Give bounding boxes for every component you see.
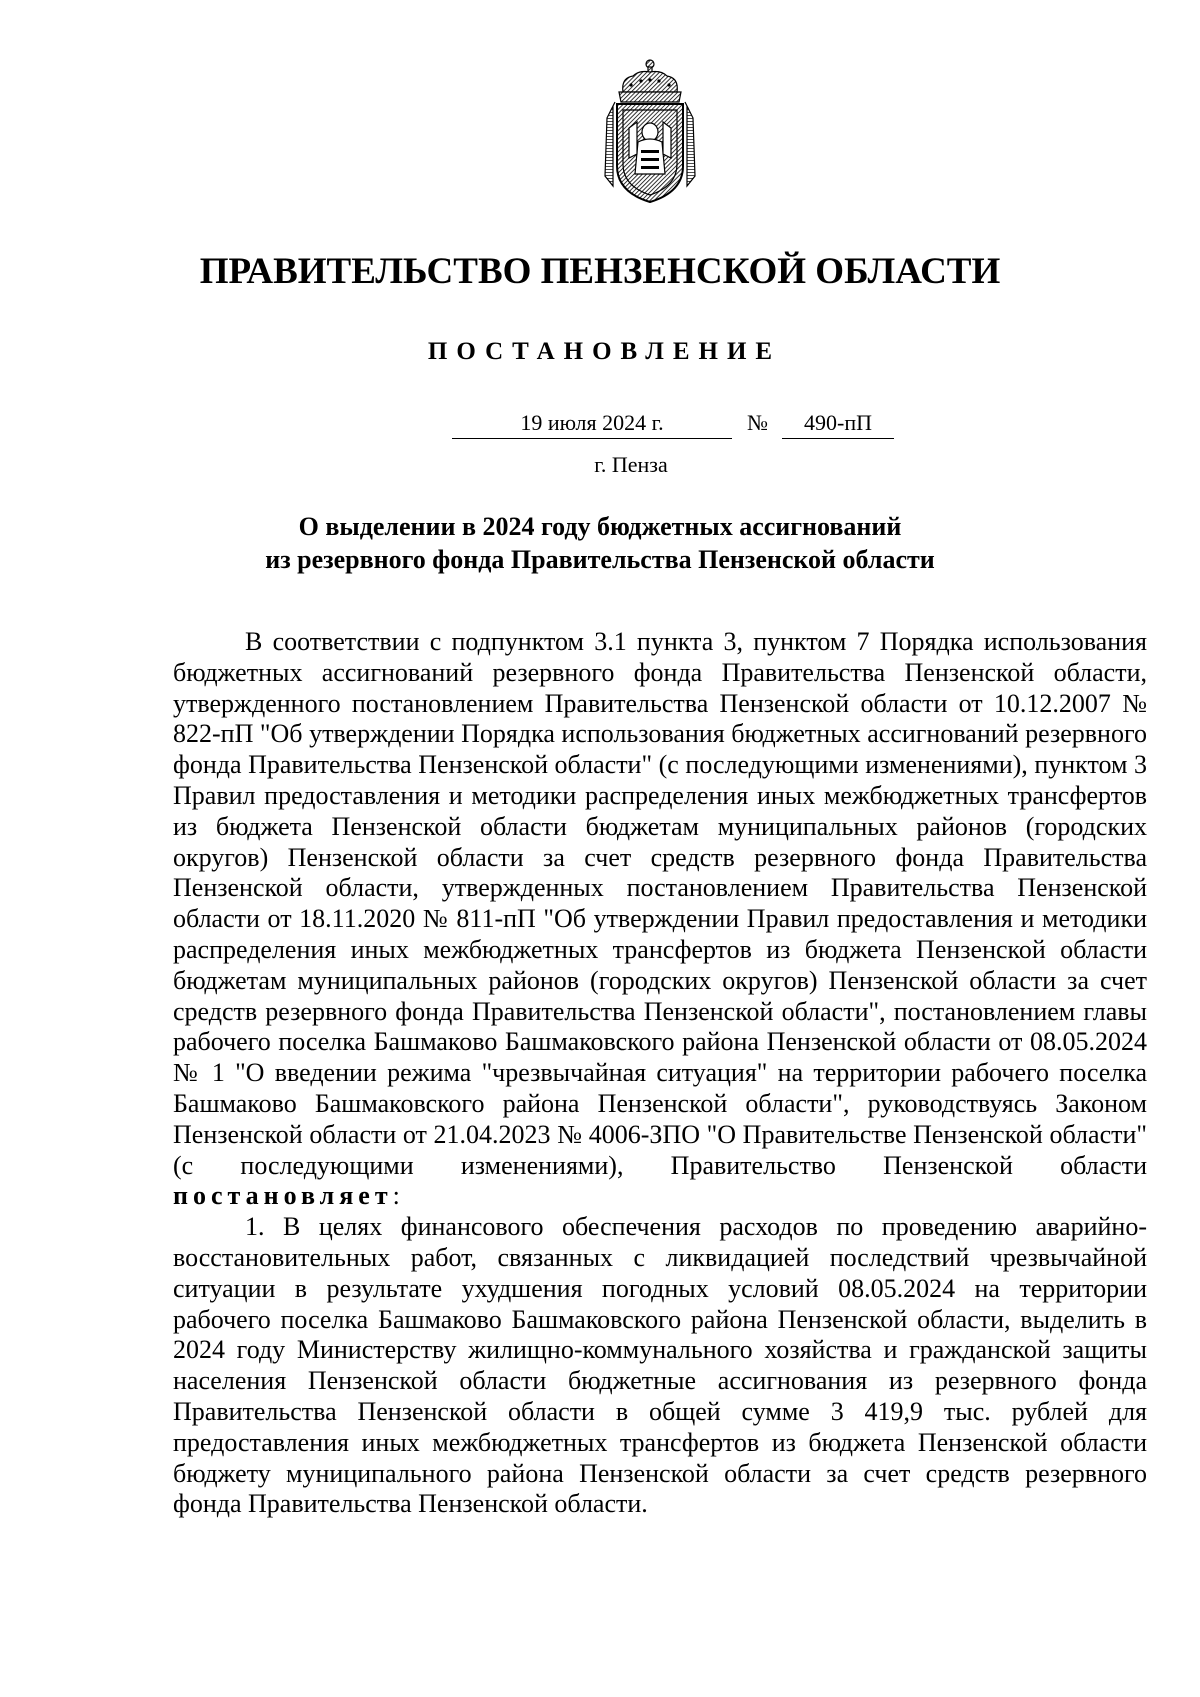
resolves-word: постановляет (173, 1181, 393, 1211)
document-date: 19 июля 2024 г. (452, 410, 732, 439)
preamble-paragraph (173, 627, 1147, 1212)
government-title: ПРАВИТЕЛЬСТВО ПЕНЗЕНСКОЙ ОБЛАСТИ (199, 251, 1001, 292)
document-number: 490-пП (782, 410, 894, 439)
document-subject (0, 510, 1200, 576)
document-type-heading: ПОСТАНОВЛЕНИЕ (427, 338, 782, 365)
subject-line-1: О выделении в 2024 году бюджетных ассигнований (298, 512, 902, 541)
date-number-line (0, 410, 1200, 444)
document-city: г. Пенза (594, 452, 668, 477)
resolves-colon: : (392, 1181, 400, 1211)
preamble-text: В соответствии с подпунктом 3.1 пункта 3, пунктом 7 Порядка использования бюджетных ассигнований резервного фонда Правительства Пензенской области, утвержденного постановлением Правительства Пензенской области от 10.12.2007 № 822-пП "Об утверждении Порядка использования бюджетных ассигнований резервного фонда Правительства Пензенской области" (с последующими изменениями), пунктом 3 Правил предоставления и методики распределения иных межбюджетных трансфертов из бюджета Пензенской области бюджетам муниципальных районов (городских округов) Пензенской области за счет средств резервного фонда Правительства Пензенской области, утвержденных постановлением Правительства Пензенской области от 18.11.2020 № 811-пП "Об утверждении Правил предоставления и методики распределения иных межбюджетных трансфертов из бюджета Пензенской области бюджетам муниципальных районов (городских округов) Пензенской области за счет средств резервного фонда Правительства Пензенской области", постановлением главы рабочего поселка Башмаково Башмаковского района Пензенской области от 08.05.2024 № 1 "О введении режима "чрезвычайная ситуация" на территории рабочего поселка Башмаково Башмаковского района Пензенской области", руководствуясь Законом Пензенской области от 21.04.2023 № 4006-ЗПО "О Правительстве Пензенской области" (с последующими изменениями), Правительство Пензенской области (173, 627, 1147, 1180)
number-sign: № (747, 410, 768, 435)
document-body (173, 627, 1147, 1520)
clause-1-paragraph: 1. В целях финансового обеспечения расходов по проведению аварийно-восстановительных работ, связанных с ликвидацией последствий чрезвычайной ситуации в результате ухудшения погодных условий 08.05.2024 на территории рабочего поселка Башмаково Башмаковского района Пензенской области, выделить в 2024 году Министерству жилищно-коммунального хозяйства и гражданской защиты населения Пензенской области бюджетные ассигнования из резервного фонда Правительства Пензенской области в общей сумме 3 419,9 тыс. рублей для предоставления иных межбюджетных трансфертов из бюджета Пензенской области бюджету муниципального района Пензенской области за счет средств резервного фонда Правительства Пензенской области. (173, 1212, 1147, 1519)
subject-line-2: из резервного фонда Правительства Пензенской области (265, 545, 935, 574)
coat-of-arms-emblem (601, 58, 699, 208)
